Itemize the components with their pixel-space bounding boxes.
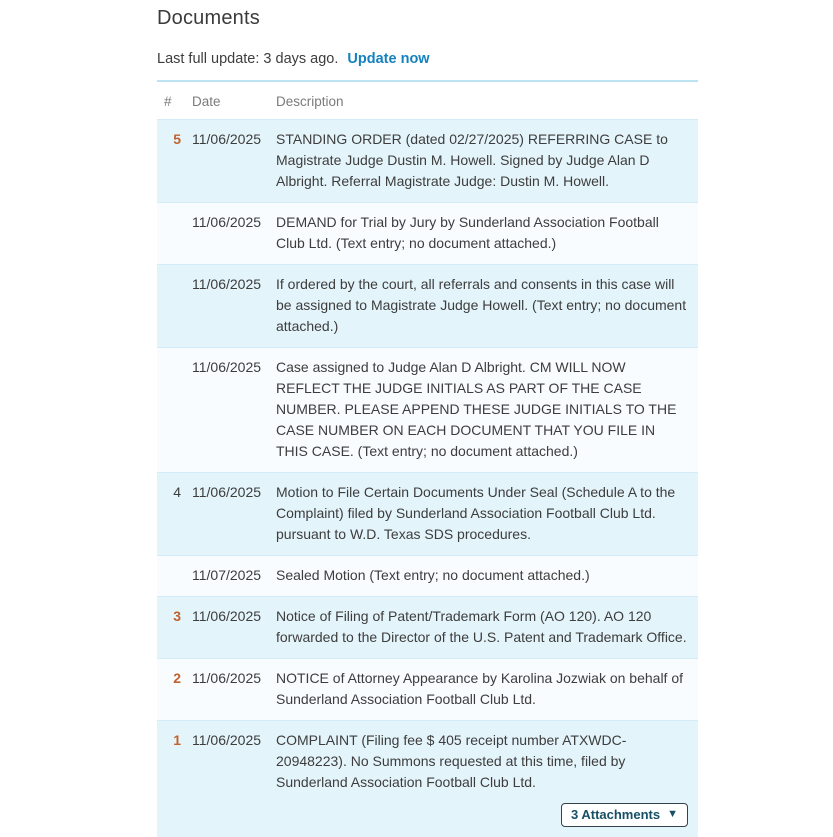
table-row bbox=[157, 203, 698, 265]
doc-number[interactable]: 2 bbox=[173, 670, 181, 686]
doc-description-cell bbox=[276, 120, 698, 203]
doc-description: Sealed Motion (Text entry; no document attached.) bbox=[276, 567, 590, 583]
doc-number[interactable]: 1 bbox=[173, 732, 181, 748]
chevron-down-icon: ▼ bbox=[667, 806, 678, 823]
doc-number-cell bbox=[157, 721, 192, 837]
doc-number-cell bbox=[157, 120, 192, 203]
doc-description: COMPLAINT (Filing fee $ 405 receipt number ATXWDC-20948223). No Summons requested at this time, filed by Sunderland Association Football Club Ltd. bbox=[276, 732, 626, 790]
doc-date: 11/06/2025 bbox=[192, 473, 276, 556]
documents-page bbox=[157, 0, 698, 837]
doc-description-cell bbox=[276, 203, 698, 265]
table-row bbox=[157, 597, 698, 659]
doc-number[interactable]: 5 bbox=[173, 131, 181, 147]
attachments-button[interactable] bbox=[561, 803, 688, 827]
table-row bbox=[157, 120, 698, 203]
table-row bbox=[157, 265, 698, 348]
last-update-line bbox=[157, 51, 698, 67]
table-row bbox=[157, 556, 698, 597]
doc-description: If ordered by the court, all referrals and consents in this case will be assigned to Magistrate Judge Howell. (Text entry; no document attached.) bbox=[276, 276, 686, 334]
doc-date: 11/07/2025 bbox=[192, 556, 276, 597]
doc-description-cell bbox=[276, 597, 698, 659]
doc-description-cell bbox=[276, 348, 698, 473]
doc-description: DEMAND for Trial by Jury by Sunderland Association Football Club Ltd. (Text entry; no document attached.) bbox=[276, 214, 659, 251]
doc-number-cell bbox=[157, 473, 192, 556]
doc-date: 11/06/2025 bbox=[192, 721, 276, 837]
doc-description-cell bbox=[276, 265, 698, 348]
doc-description-cell bbox=[276, 721, 698, 837]
doc-description: Case assigned to Judge Alan D Albright. CM WILL NOW REFLECT THE JUDGE INITIALS AS PART OF THE CASE NUMBER. PLEASE APPEND THESE JUDGE INITIALS TO THE CASE NUMBER ON EACH DOCUMENT THAT YOU FILE IN THIS CASE. (Text entry; no document attached.) bbox=[276, 359, 676, 459]
doc-description-cell bbox=[276, 659, 698, 721]
table-row bbox=[157, 721, 698, 837]
doc-number-cell bbox=[157, 556, 192, 597]
doc-date: 11/06/2025 bbox=[192, 120, 276, 203]
doc-date: 11/06/2025 bbox=[192, 203, 276, 265]
table-header-row bbox=[157, 81, 698, 120]
doc-number-cell bbox=[157, 265, 192, 348]
column-header-number: # bbox=[157, 81, 192, 120]
doc-date: 11/06/2025 bbox=[192, 597, 276, 659]
last-update-text: Last full update: 3 days ago. bbox=[157, 51, 338, 67]
attachments-count-label: 3 Attachments bbox=[571, 806, 660, 823]
doc-number-cell bbox=[157, 597, 192, 659]
doc-number: 4 bbox=[173, 484, 181, 500]
column-header-description: Description bbox=[276, 81, 698, 120]
doc-description-cell bbox=[276, 556, 698, 597]
documents-table bbox=[157, 80, 698, 837]
doc-description: NOTICE of Attorney Appearance by Karolina Jozwiak on behalf of Sunderland Association Football Club Ltd. bbox=[276, 670, 683, 707]
table-row bbox=[157, 659, 698, 721]
doc-description: Notice of Filing of Patent/Trademark Form (AO 120). AO 120 forwarded to the Director of the U.S. Patent and Trademark Office. bbox=[276, 608, 687, 645]
column-header-date: Date bbox=[192, 81, 276, 120]
doc-number-cell bbox=[157, 203, 192, 265]
table-row bbox=[157, 473, 698, 556]
doc-date: 11/06/2025 bbox=[192, 348, 276, 473]
attachments-row bbox=[276, 803, 688, 827]
table-row bbox=[157, 348, 698, 473]
doc-date: 11/06/2025 bbox=[192, 265, 276, 348]
doc-description: Motion to File Certain Documents Under Seal (Schedule A to the Complaint) filed by Sunderland Association Football Club Ltd. pursuant to W.D. Texas SDS procedures. bbox=[276, 484, 675, 542]
doc-description-cell bbox=[276, 473, 698, 556]
doc-description: STANDING ORDER (dated 02/27/2025) REFERRING CASE to Magistrate Judge Dustin M. Howell. Signed by Judge Alan D Albright. Referral Magistrate Judge: Dustin M. Howell. bbox=[276, 131, 668, 189]
doc-number-cell bbox=[157, 659, 192, 721]
doc-number-cell bbox=[157, 348, 192, 473]
page-title: Documents bbox=[157, 7, 698, 30]
doc-number[interactable]: 3 bbox=[173, 608, 181, 624]
update-now-link[interactable]: Update now bbox=[347, 51, 429, 67]
doc-date: 11/06/2025 bbox=[192, 659, 276, 721]
